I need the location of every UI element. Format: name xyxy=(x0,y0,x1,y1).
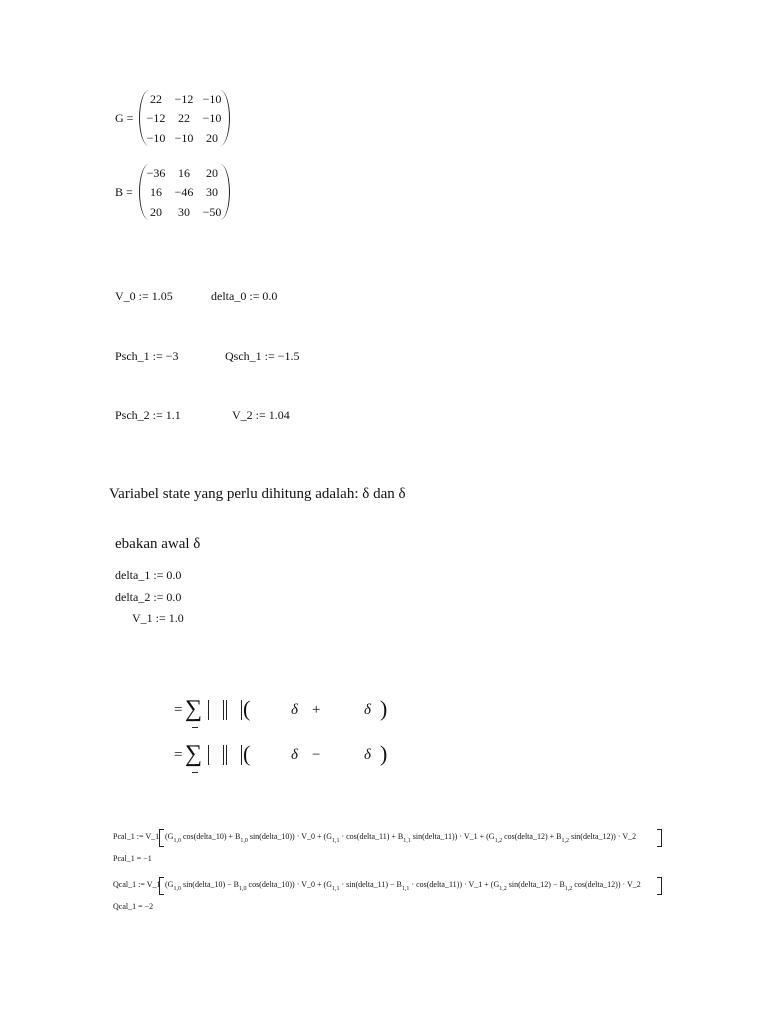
qcal-left-bracket xyxy=(159,877,164,895)
initial-guess-text: ebakan awal δ xyxy=(115,536,201,552)
qcal-right-bracket xyxy=(657,877,662,895)
eq1-abs-bar xyxy=(223,700,224,720)
matrix-b-cell: −36 xyxy=(146,166,166,180)
eq2-close-paren: ) xyxy=(380,741,388,766)
matrix-b-label: B = xyxy=(115,185,133,199)
matrix-b-cell: 16 xyxy=(178,166,190,180)
assign-psch2: Psch_2 := 1.1 xyxy=(115,408,181,422)
init-delta1: delta_1 := 0.0 xyxy=(115,568,182,582)
eq1-abs-bar xyxy=(226,700,227,720)
state-variables-text: Variabel state yang perlu dihitung adalah: δ dan δ xyxy=(109,486,406,502)
eq2-open-paren: ( xyxy=(243,741,251,766)
pcal-right-bracket xyxy=(657,829,662,847)
eq2-equals: = xyxy=(174,747,183,763)
matrix-g-cell: −12 xyxy=(174,92,194,106)
matrix-b-cell: 30 xyxy=(206,185,218,199)
matrix-g-cell: −10 xyxy=(146,131,166,145)
qcal-lhs: Qcal_1 := V_1 xyxy=(113,880,161,889)
eq2-abs-bar xyxy=(226,745,227,765)
matrix-b-cell: −50 xyxy=(202,205,222,219)
assign-delta0: delta_0 := 0.0 xyxy=(211,289,278,303)
matrix-b-cell: 20 xyxy=(150,205,162,219)
pcal-formula: ($G_{1,0}$ cos(delta_10) + $B_{1,0}$ sin(delta_10)) · V_0 + ($G_{1,1}$ · cos(delta_11) + $B_{1,1}$ sin(delta_11)) · V_1 + ($G_{1,2}$ cos(delta_12) + $B_{1,2}$ sin(delta_12)) · V_2 xyxy=(165,832,637,844)
matrix-g-cell: −12 xyxy=(146,111,166,125)
matrix-g-cell: −10 xyxy=(202,92,222,106)
matrix-b-cell: 16 xyxy=(150,185,162,199)
sigma-symbol: ∑ xyxy=(185,741,203,767)
matrix-b-cell: 20 xyxy=(206,166,218,180)
init-v1: V_1 := 1.0 xyxy=(132,611,184,625)
eq2-abs-bar xyxy=(208,745,209,765)
eq1-delta-b: δ xyxy=(364,702,371,718)
assign-v0: V_0 := 1.05 xyxy=(115,289,173,303)
matrix-b-cell: 30 xyxy=(178,205,190,219)
eq2-abs-bar xyxy=(241,745,242,765)
eq1-equals: = xyxy=(174,702,183,718)
sigma-symbol: ∑ xyxy=(185,696,203,722)
eq1-open-paren: ( xyxy=(243,696,251,721)
eq2-delta-a: δ xyxy=(291,747,298,763)
assign-v2: V_2 := 1.04 xyxy=(232,408,290,422)
assign-qsch1: Qsch_1 := −1.5 xyxy=(225,349,300,363)
eq2-operator: − xyxy=(312,747,321,763)
eq2-abs-bar xyxy=(223,745,224,765)
matrix-b-cell: −46 xyxy=(174,185,194,199)
assign-psch1: Psch_1 := −3 xyxy=(115,349,179,363)
init-delta2: delta_2 := 0.0 xyxy=(115,590,182,604)
eq1-abs-bar xyxy=(241,700,242,720)
eq1-operator: + xyxy=(312,702,321,718)
eq2-sigma-underscript xyxy=(192,772,198,773)
eq2-delta-b: δ xyxy=(364,747,371,763)
matrix-g-cell: 22 xyxy=(150,92,162,106)
eq1-abs-bar xyxy=(208,700,209,720)
eq1-sigma-underscript xyxy=(192,727,198,728)
matrix-g-cell: −10 xyxy=(174,131,194,145)
eq1-delta-a: δ xyxy=(291,702,298,718)
pcal-left-bracket xyxy=(159,829,164,847)
matrix-g-cell: −10 xyxy=(202,111,222,125)
pcal-lhs: Pcal_1 := V_1 xyxy=(113,832,160,841)
pcal-result: Pcal_1 = −1 xyxy=(113,854,152,863)
matrix-g-cell: 20 xyxy=(206,131,218,145)
eq1-close-paren: ) xyxy=(380,696,388,721)
qcal-result: Qcal_1 = −2 xyxy=(113,902,154,911)
qcal-formula: ($G_{1,0}$ sin(delta_10) − $B_{1,0}$ cos(delta_10)) · V_0 + ($G_{1,1}$ · sin(delta_11) − $B_{1,1}$ · cos(delta_11)) · V_1 + ($G_{1,2}$ sin(delta_12) − $B_{1,2}$ cos(delta_12)) · V_2 xyxy=(165,880,641,892)
matrix-g-label: G = xyxy=(115,111,134,125)
matrix-g-cell: 22 xyxy=(178,111,190,125)
